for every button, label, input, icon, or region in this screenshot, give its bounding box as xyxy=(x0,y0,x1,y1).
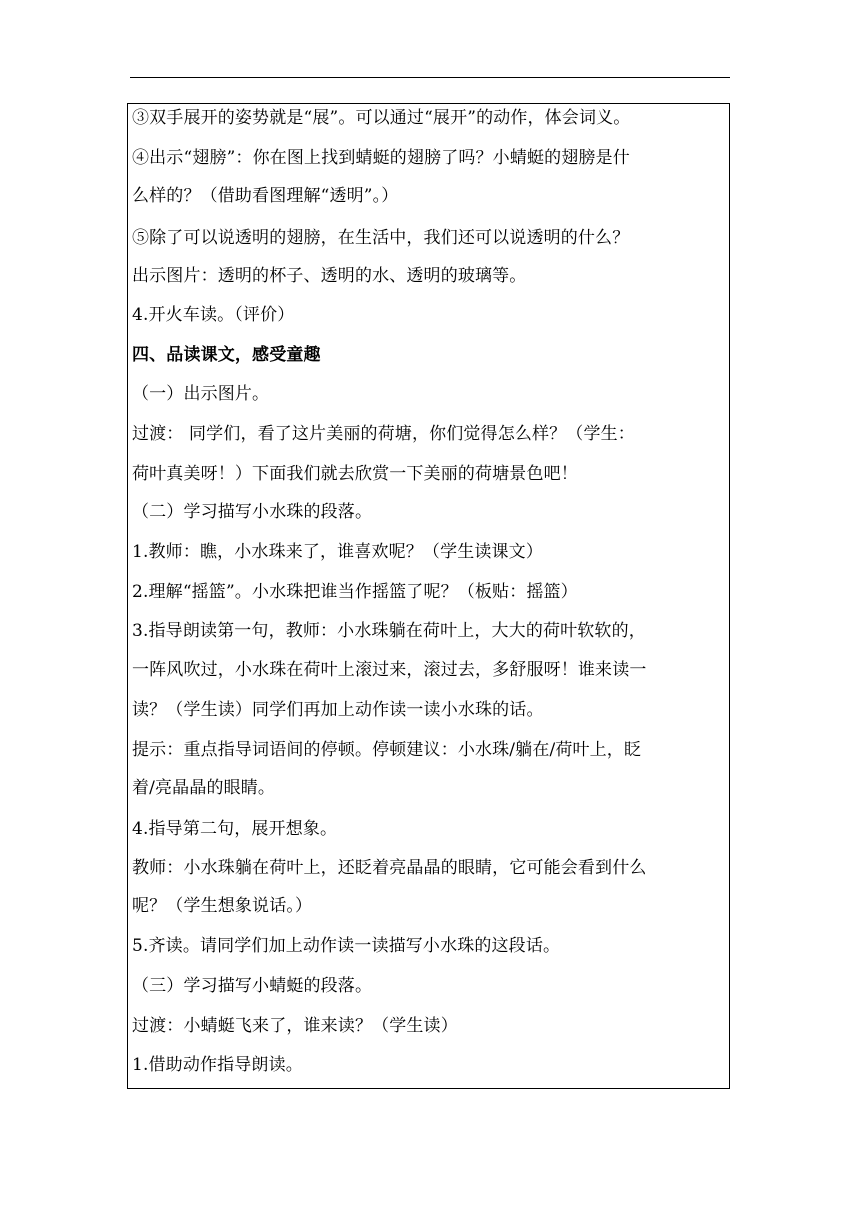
text-line: （二）学习描写小水珠的段落。 xyxy=(132,502,373,522)
section-heading: 四、品读课文，感受童趣 xyxy=(132,345,321,365)
text-line: （三）学习描写小蜻蜓的段落。 xyxy=(132,976,373,996)
text-line: 过渡： 同学们，看了这片美丽的荷塘，你们觉得怎么样？（学生： xyxy=(132,424,635,444)
text-line: 2.理解“摇篮”。小水珠把谁当作摇篮了呢？（板贴：摇篮） xyxy=(132,582,578,602)
text-line: 一阵风吹过，小水珠在荷叶上滚过来，滚过去，多舒服呀！谁来读一 xyxy=(132,660,647,680)
text-line: 么样的？（借助看图理解“透明”。） xyxy=(132,186,399,206)
text-line: ⑤除了可以说透明的翅膀，在生活中，我们还可以说透明的什么？ xyxy=(132,228,630,248)
text-line: 着/亮晶晶的眼睛。 xyxy=(132,778,276,798)
text-line: 教师：小水珠躺在荷叶上，还眨着亮晶晶的眼睛，它可能会看到什么 xyxy=(132,858,647,878)
text-line: 3.指导朗读第一句，教师：小水珠躺在荷叶上，大大的荷叶软软的， xyxy=(132,621,646,641)
text-line: 4.指导第二句，展开想象。 xyxy=(132,819,338,839)
text-line: 出示图片：透明的杯子、透明的水、透明的玻璃等。 xyxy=(132,266,527,286)
text-line: （一）出示图片。 xyxy=(132,384,270,404)
text-line: 1.教师：瞧，小水珠来了，谁喜欢呢？（学生读课文） xyxy=(132,542,543,562)
text-line: 读？（学生读）同学们再加上动作读一读小水珠的话。 xyxy=(132,700,544,720)
text-line: ③双手展开的姿势就是“展”。可以通过“展开”的动作，体会词义。 xyxy=(132,108,631,128)
text-line: 过渡：小蜻蜓飞来了，谁来读？（学生读） xyxy=(132,1016,458,1036)
text-line: 5.齐读。请同学们加上动作读一读描写小水珠的这段话。 xyxy=(132,936,561,956)
text-line: 4.开火车读。（评价） xyxy=(132,305,295,325)
text-line: 1.借助动作指导朗读。 xyxy=(132,1055,303,1075)
header-rule xyxy=(130,77,730,78)
text-line: ④出示“翅膀”：你在图上找到蜻蜓的翅膀了吗？小蜻蜓的翅膀是什 xyxy=(132,148,630,168)
text-line: 荷叶真美呀！）下面我们就去欣赏一下美丽的荷塘景色吧！ xyxy=(132,464,578,484)
text-line: 呢？（学生想象说话。） xyxy=(132,896,313,916)
text-line: 提示：重点指导词语间的停顿。停顿建议：小水珠/躺在/荷叶上，眨 xyxy=(132,740,642,760)
